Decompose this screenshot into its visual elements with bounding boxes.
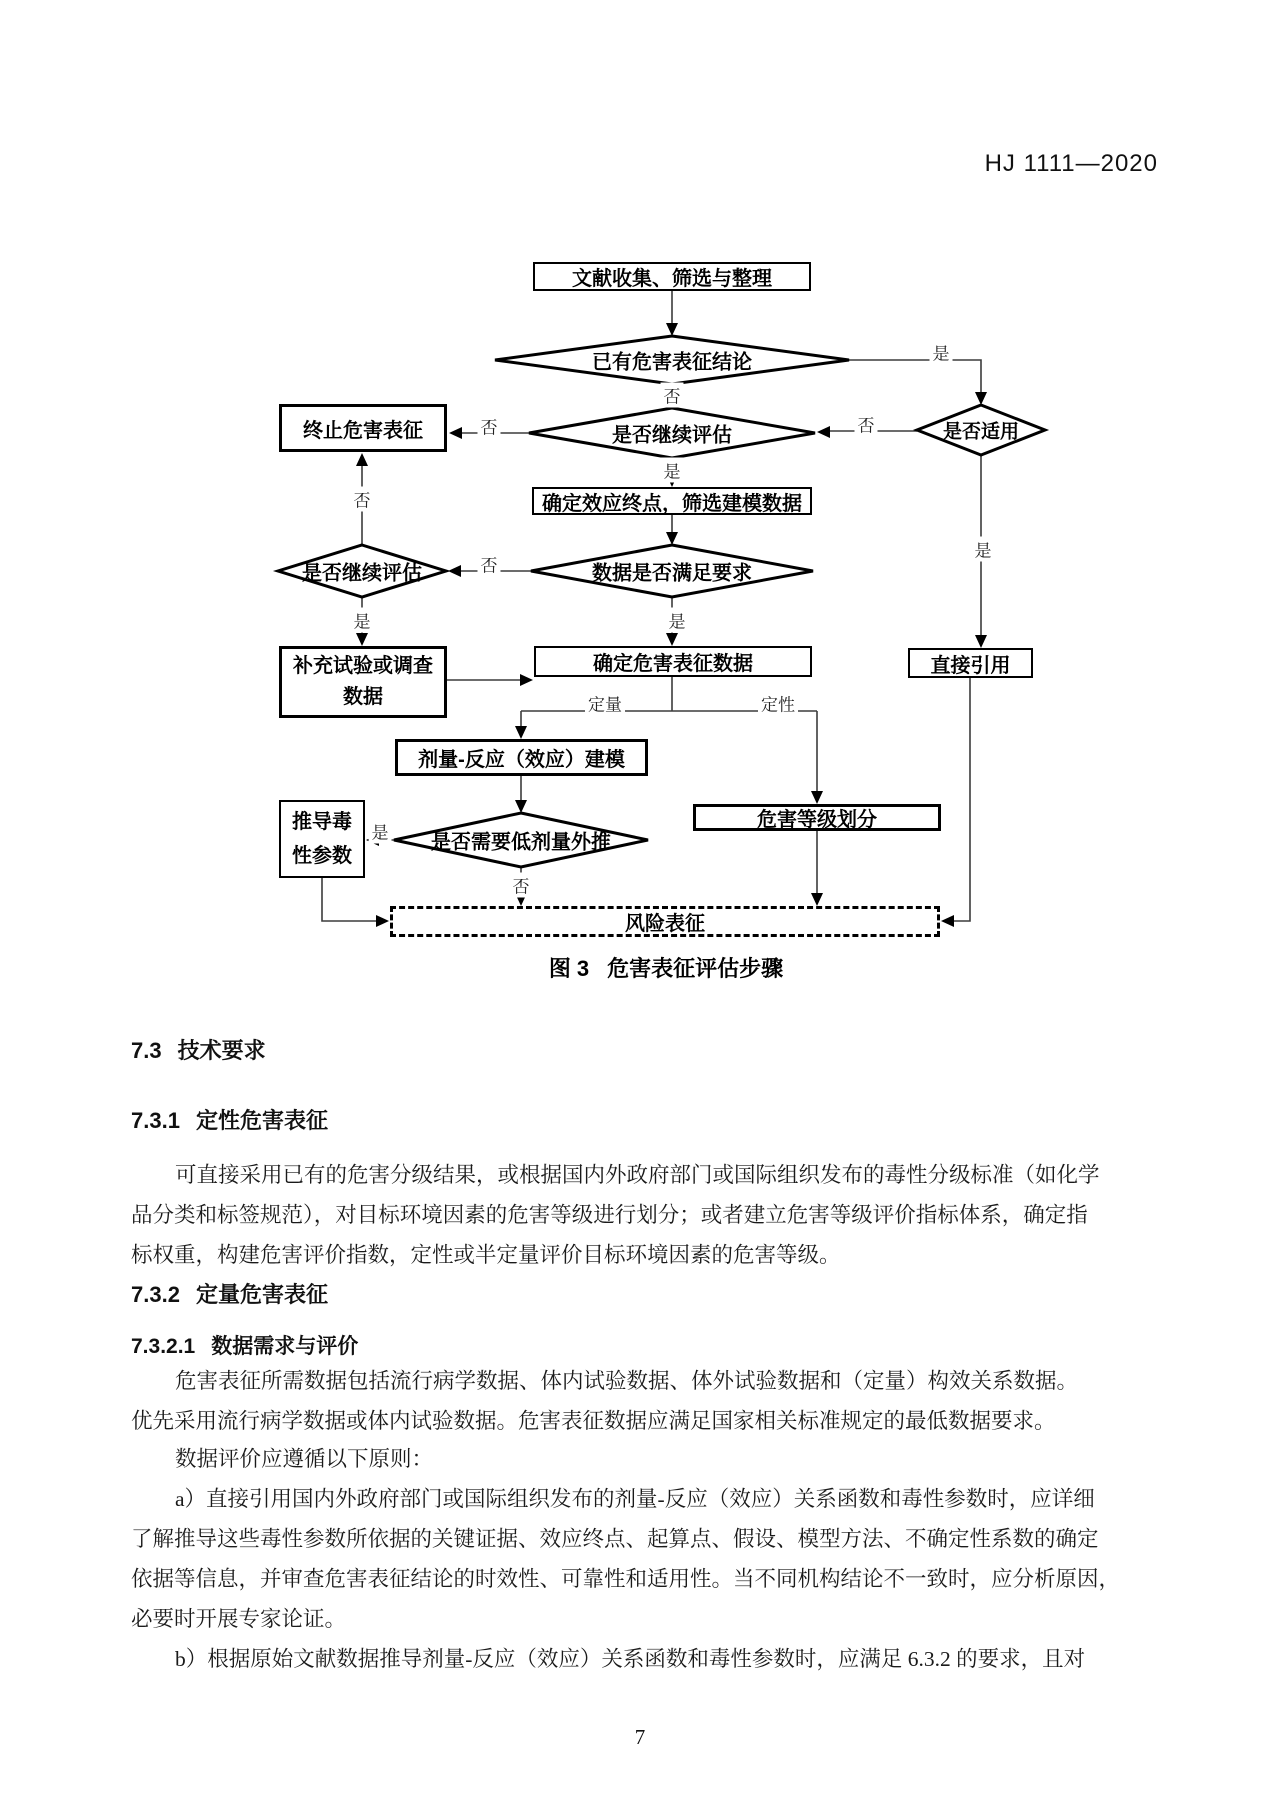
edge-label-no: 否 bbox=[351, 487, 374, 512]
paragraph-line: 危害表征所需数据包括流行病学数据、体内试验数据、体外试验数据和（定量）构效关系数据。 bbox=[175, 1369, 1079, 1393]
flow-box-derive-toxicity-label: 推导毒性参数 bbox=[292, 811, 352, 867]
page-number: 7 bbox=[634, 1725, 646, 1749]
flow-box-risk-characterization bbox=[390, 906, 940, 937]
flow-diamond-applicable-label: 是否适用 bbox=[942, 421, 1020, 443]
paragraph-line: 品分类和标签规范），对目标环境因素的危害等级进行划分；或者建立危害等级评价指标体系，确定指 bbox=[131, 1203, 1088, 1227]
flow-box-grade-division bbox=[693, 804, 941, 831]
edge-label-yes: 是 bbox=[666, 608, 689, 633]
flow-box-supplement bbox=[279, 646, 447, 718]
flow-box-literature-label: 文献收集、筛选与整理 bbox=[572, 268, 772, 290]
section-heading-7-3-2-1 bbox=[131, 1330, 358, 1360]
edge-label-quantitative: 定量 bbox=[585, 691, 625, 716]
figure-caption bbox=[56, 952, 1276, 983]
flow-box-derive-toxicity bbox=[279, 800, 365, 878]
section-title: 技术要求 bbox=[177, 1038, 266, 1063]
paragraph-line: 依据等信息，并审查危害表征结论的时效性、可靠性和适用性。当不同机构结论不一致时，应分析原因， bbox=[131, 1567, 1121, 1591]
flow-box-risk-characterization-label: 风险表征 bbox=[625, 913, 705, 935]
flow-box-supplement-label: 补充试验或调查数据 bbox=[293, 655, 433, 708]
section-number: 7.3.2 bbox=[131, 1282, 180, 1307]
flow-box-endpoint bbox=[532, 487, 812, 515]
edge-label-yes: 是 bbox=[972, 537, 995, 562]
section-heading-7-3-2 bbox=[131, 1278, 328, 1309]
figure-caption-title: 危害表征评估步骤 bbox=[607, 956, 784, 981]
edge-label-yes: 是 bbox=[351, 608, 374, 633]
edge-label-no: 否 bbox=[478, 414, 501, 439]
flow-box-endpoint-label: 确定效应终点，筛选建模数据 bbox=[542, 492, 802, 515]
flow-box-direct-cite bbox=[908, 648, 1033, 678]
paragraph-line: 标权重，构建危害评价指数，定性或半定量评价目标环境因素的危害等级。 bbox=[131, 1243, 841, 1267]
edge-label-qualitative: 定性 bbox=[758, 691, 798, 716]
paragraph-line: 了解推导这些毒性参数所依据的关键证据、效应终点、起算点、假设、模型方法、不确定性系数的确定 bbox=[131, 1527, 1099, 1551]
paragraph-line: a）直接引用国内外政府部门或国际组织发布的剂量-反应（效应）关系函数和毒性参数时，应详细 bbox=[175, 1487, 1095, 1511]
flow-box-terminate bbox=[279, 404, 447, 452]
flow-box-determine-data-label: 确定危害表征数据 bbox=[593, 653, 753, 675]
section-heading-7-3-1 bbox=[131, 1104, 328, 1135]
section-heading-7-3 bbox=[131, 1034, 266, 1065]
edge-label-yes: 是 bbox=[930, 340, 953, 365]
section-title: 定量危害表征 bbox=[195, 1282, 328, 1307]
edge-label-no: 否 bbox=[855, 412, 878, 437]
edge-label-no: 否 bbox=[510, 873, 533, 898]
edge-label-no: 否 bbox=[661, 383, 684, 408]
edge-label-yes: 是 bbox=[369, 819, 392, 844]
paragraph-line: 优先采用流行病学数据或体内试验数据。危害表征数据应满足国家相关标准规定的最低数据要求。 bbox=[131, 1409, 1056, 1433]
section-title: 数据需求与评价 bbox=[211, 1335, 359, 1358]
flow-box-terminate-label: 终止危害表征 bbox=[303, 419, 423, 442]
flow-box-determine-data bbox=[534, 646, 812, 677]
paragraph-line: b）根据原始文献数据推导剂量-反应（效应）关系函数和毒性参数时，应满足 6.3.2 的要求，且对 bbox=[175, 1647, 1086, 1671]
edge-label-no: 否 bbox=[478, 552, 501, 577]
edge-label-yes: 是 bbox=[661, 458, 684, 483]
flow-diamond-continue1-label: 是否继续评估 bbox=[612, 424, 732, 447]
paragraph-line: 可直接采用已有的危害分级结果，或根据国内外政府部门或国际组织发布的毒性分级标准（如化学 bbox=[175, 1163, 1100, 1187]
doc-number: HJ 1111—2020 bbox=[984, 150, 1158, 177]
section-number: 7.3 bbox=[131, 1038, 162, 1063]
paragraph-line: 必要时开展专家论证。 bbox=[131, 1607, 347, 1631]
flow-diamond-existing-label: 已有危害表征结论 bbox=[592, 351, 752, 374]
section-title: 定性危害表征 bbox=[195, 1108, 328, 1133]
section-number: 7.3.2.1 bbox=[131, 1335, 196, 1358]
figure-caption-number: 图 3 bbox=[548, 956, 590, 981]
flow-box-grade-division-label: 危害等级划分 bbox=[757, 809, 877, 831]
flow-box-dose-modeling bbox=[395, 739, 648, 776]
flow-diamond-low-dose-label: 是否需要低剂量外推 bbox=[431, 831, 611, 854]
flow-box-direct-cite-label: 直接引用 bbox=[930, 654, 1011, 677]
flow-diamond-data-satisfy-label: 数据是否满足要求 bbox=[592, 562, 752, 585]
paragraph-line: 数据评价应遵循以下原则： bbox=[175, 1447, 434, 1471]
flow-box-dose-modeling-label: 剂量-反应（效应）建模 bbox=[418, 749, 625, 771]
section-number: 7.3.1 bbox=[131, 1108, 180, 1133]
flow-box-literature bbox=[533, 262, 811, 291]
flow-diamond-continue2-label: 是否继续评估 bbox=[302, 562, 422, 585]
